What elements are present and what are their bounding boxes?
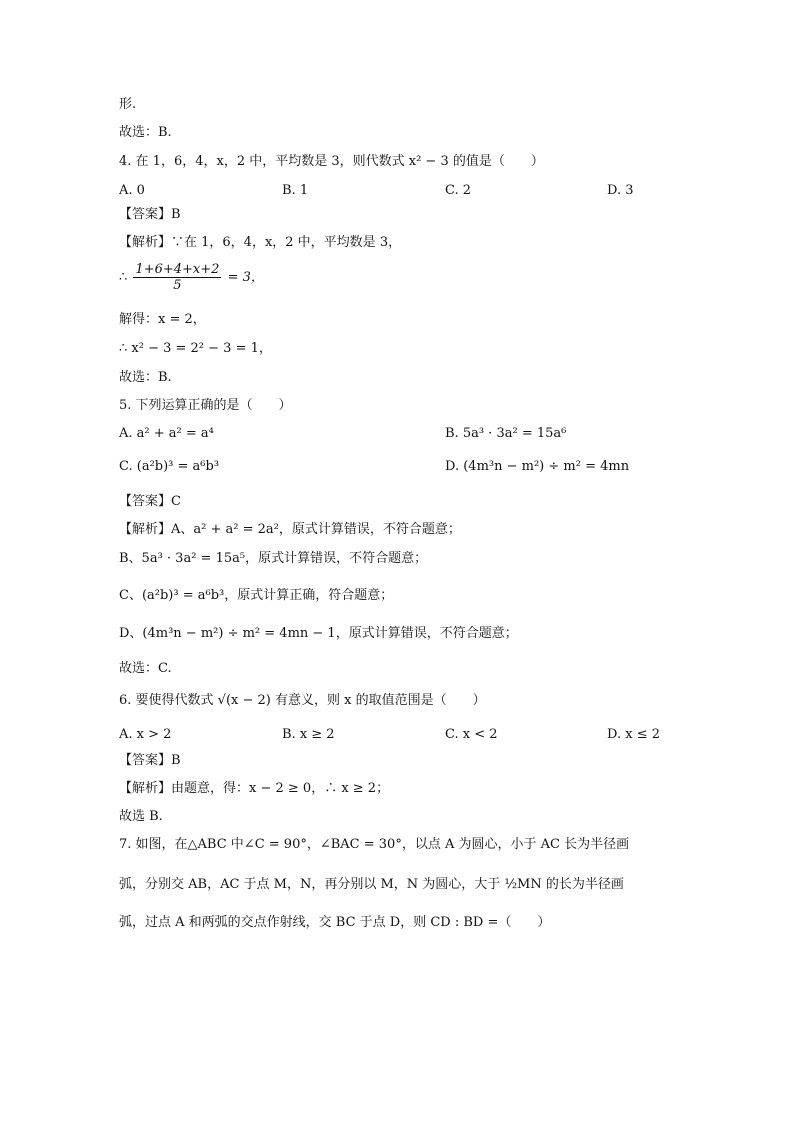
text-line: 故选：C. <box>119 661 172 676</box>
q6-option-c: C. x < 2 <box>445 727 498 742</box>
fraction <box>133 262 221 293</box>
text-line: 形. <box>119 97 137 112</box>
analysis-text: 【解析】A、a² + a² = 2a²，原式计算错误，不符合题意； <box>119 522 461 537</box>
text-line: 故选：B. <box>119 125 172 140</box>
q5-option-d: D. (4m³n − m²) ÷ m² = 4mn <box>445 459 630 474</box>
fraction-suffix: = 3， <box>227 270 264 285</box>
question-5: 5. 下列运算正确的是（ ） <box>119 398 292 413</box>
fraction-numerator: 1+6+4+x+2 <box>135 262 220 277</box>
analysis-text: B、5a³ · 3a² = 15a⁵，原式计算错误，不符合题意； <box>119 551 428 566</box>
analysis-text: C、(a²b)³ = a⁶b³，原式计算正确，符合题意； <box>119 588 394 603</box>
analysis-text: D、(4m³n − m²) ÷ m² = 4mn − 1，原式计算错误，不符合题意； <box>119 626 518 641</box>
q5-option-a: A. a² + a² = a⁴ <box>119 426 214 441</box>
fraction-equation <box>119 262 264 293</box>
q6-option-a: A. x > 2 <box>119 727 172 742</box>
answer-label: 【答案】B <box>119 207 181 222</box>
question-7: 7. 如图，在△ABC 中∠C = 90°，∠BAC = 30°，以点 A 为圆心，小于 AC 长为半径画 <box>119 837 630 852</box>
q5-option-c: C. (a²b)³ = a⁶b³ <box>119 459 220 474</box>
therefore-symbol: ∴ <box>119 270 128 285</box>
answer-label: 【答案】C <box>119 494 181 509</box>
text-line: 故选 B. <box>119 809 163 824</box>
question-7-text: 弧，过点 A 和两弧的交点作射线，交 BC 于点 D，则 CD : BD =（ ） <box>119 915 551 930</box>
q6-option-b: B. x ≥ 2 <box>282 727 335 742</box>
q4-option-b: B. 1 <box>282 183 309 198</box>
q4-option-c: C. 2 <box>445 183 472 198</box>
q4-option-d: D. 3 <box>607 183 634 198</box>
answer-label: 【答案】B <box>119 753 181 768</box>
question-4: 4. 在 1，6，4，x，2 中，平均数是 3，则代数式 x² − 3 的值是（ ） <box>119 154 544 169</box>
analysis-text: 【解析】∵在 1，6，4，x，2 中，平均数是 3， <box>119 235 402 250</box>
question-6: 6. 要使得代数式 √(x − 2) 有意义，则 x 的取值范围是（ ） <box>119 693 486 708</box>
text-line: ∴ x² − 3 = 2² − 3 = 1， <box>119 341 272 356</box>
q5-option-b: B. 5a³ · 3a² = 15a⁶ <box>445 426 567 441</box>
q4-option-a: A. 0 <box>119 183 145 198</box>
text-line: 解得：x = 2， <box>119 312 206 327</box>
analysis-text: 【解析】由题意，得：x − 2 ≥ 0，∴ x ≥ 2； <box>119 781 390 796</box>
fraction-denominator: 5 <box>173 278 182 293</box>
text-line: 故选：B. <box>119 370 172 385</box>
q6-option-d: D. x ≤ 2 <box>607 727 660 742</box>
question-7-text: 弧，分别交 AB，AC 于点 M，N，再分别以 M，N 为圆心，大于 ½MN 的长为半径画 <box>119 877 624 892</box>
